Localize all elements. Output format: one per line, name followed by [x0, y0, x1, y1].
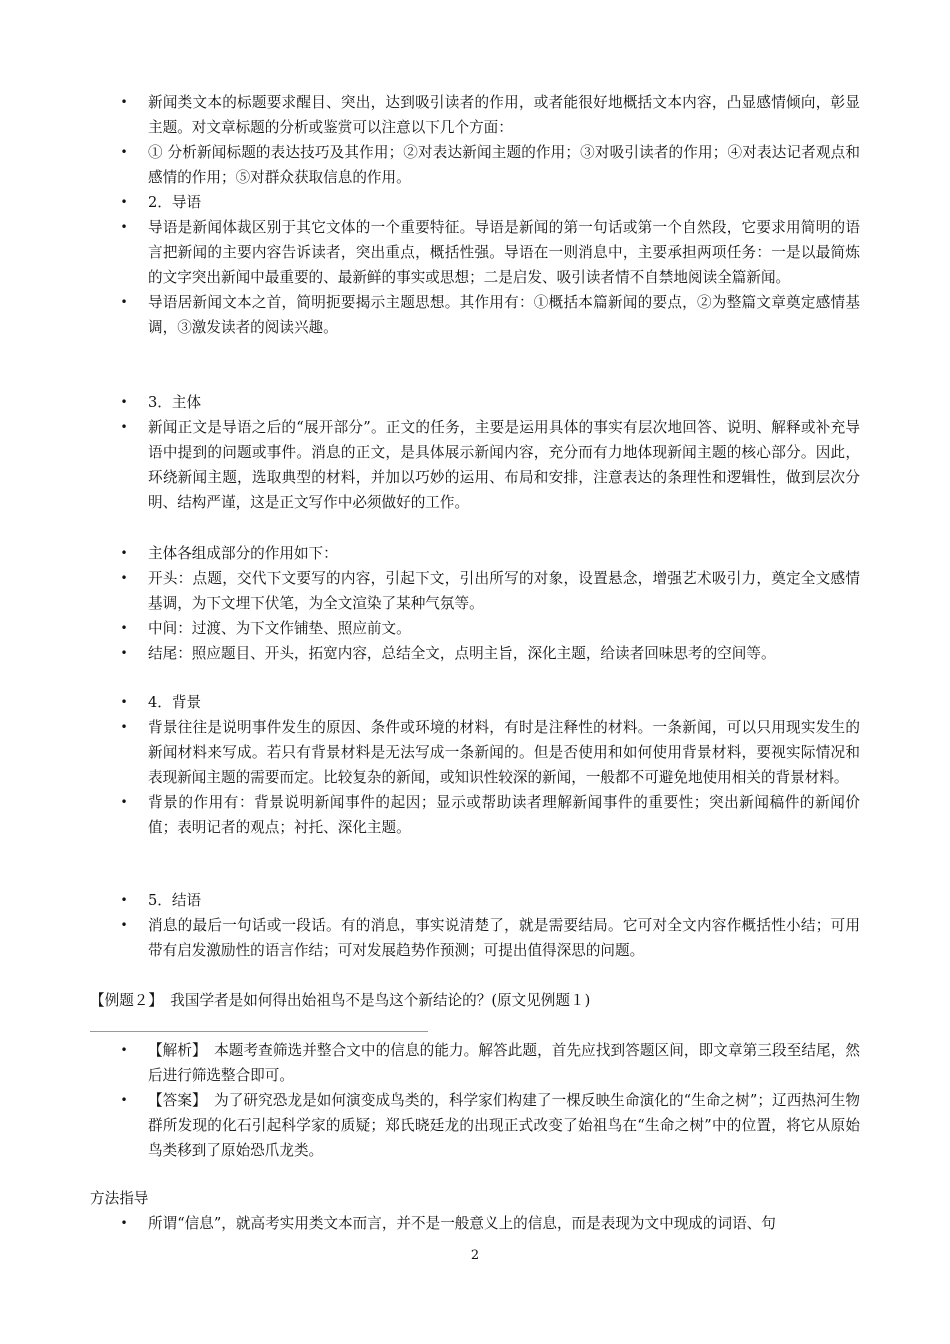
list-item: • 消息的最后一句话或一段话。有的消息，事实说清楚了，就是需要结局。它可对全文内容作概括性小结；可用带有启发激励性的语言作结；可对发展趋势作预测；可提出值得深思的问题。: [0, 913, 950, 963]
list-item: • 5．结语: [0, 888, 950, 913]
bullet-list-method: [0, 1211, 950, 1236]
list-item: • 导语居新闻文本之首，简明扼要揭示主题思想。其作用有：①概括本篇新闻的要点，②为整篇文章奠定感情基调，③激发读者的阅读兴趣。: [0, 290, 950, 340]
list-item: • 背景的作用有：背景说明新闻事件的起因；显示或帮助读者理解新闻事件的重要性；突出新闻稿件的新闻价值；表明记者的观点；衬托、深化主题。: [0, 790, 950, 840]
list-item: • 新闻类文本的标题要求醒目、突出，达到吸引读者的作用，或者能很好地概括文本内容，凸显感情倾向，彰显主题。对文章标题的分析或鉴赏可以注意以下几个方面：: [0, 90, 950, 140]
bullet-icon: •: [120, 420, 128, 434]
page-number: 2: [470, 1248, 480, 1263]
list-item: • 2．导语: [0, 190, 950, 215]
list-item: • 中间：过渡、为下文作铺垫、照应前文。: [0, 616, 950, 641]
bullet-icon: •: [120, 546, 128, 560]
bullet-icon: •: [120, 1216, 128, 1230]
bullet-icon: •: [120, 295, 128, 309]
list-item: • 结尾：照应题目、开头，拓宽内容，总结全文，点明主旨，深化主题，给读者回味思考的空间等。: [0, 641, 950, 666]
bullet-icon: •: [120, 220, 128, 234]
bullet-icon: •: [120, 695, 128, 709]
bullet-icon: •: [120, 571, 128, 585]
list-item: • 3．主体: [0, 390, 950, 415]
list-item: • 4．背景: [0, 690, 950, 715]
bullet-icon: •: [120, 646, 128, 660]
bullet-list-answer: [0, 1038, 950, 1163]
list-item: • 开头：点题，交代下文要写的内容，引起下文，引出所写的对象，设置悬念，增强艺术吸引力，奠定全文感情基调，为下文埋下伏笔，为全文渲染了某种气氛等。: [0, 566, 950, 616]
bullet-icon: •: [120, 795, 128, 809]
divider: [90, 1031, 428, 1032]
list-item: • ① 分析新闻标题的表达技巧及其作用；②对表达新闻主题的作用；③对吸引读者的作用；④对表达记者观点和感情的作用；⑤对群众获取信息的作用。: [0, 140, 950, 190]
bullet-icon: •: [120, 1043, 128, 1057]
bullet-icon: •: [120, 195, 128, 209]
bullet-icon: •: [120, 893, 128, 907]
bullet-icon: •: [120, 720, 128, 734]
list-item: • 新闻正文是导语之后的“展开部分”。正文的任务，主要是运用具体的事实有层次地回答、说明、解释或补充导语中提到的问题或事件。消息的正文，是具体展示新闻内容，充分而有力地体现新闻主题的核心部分。因此，环绕新闻主题，选取典型的材料，并加以巧妙的运用、布局和安排，注意表达的条理性和逻辑性，做到层次分明、结构严谨，这是正文写作中必须做好的工作。: [0, 415, 950, 515]
list-item: • 主体各组成部分的作用如下：: [0, 541, 950, 566]
list-item: • 【解析】 本题考查筛选并整合文中的信息的能力。解答此题，首先应找到答题区间，即文章第三段至结尾，然后进行筛选整合即可。: [0, 1038, 950, 1088]
bullet-icon: •: [120, 621, 128, 635]
bullet-list-title-lead: [0, 90, 950, 340]
bullet-icon: •: [120, 1093, 128, 1107]
method-heading: 方法指导: [90, 1190, 149, 1207]
bullet-list-body: [0, 390, 950, 515]
bullet-icon: •: [120, 145, 128, 159]
bullet-list-body-parts: [0, 541, 950, 666]
list-item: • 背景往往是说明事件发生的原因、条件或环境的材料，有时是注释性的材料。一条新闻，可以只用现实发生的新闻材料来写成。若只有背景材料是无法写成一条新闻的。但是否使用和如何使用背景材料，要视实际情况和表现新闻主题的需要而定。比较复杂的新闻，或知识性较深的新闻，一般都不可避免地使用相关的背景材料。: [0, 715, 950, 790]
list-item: • 所谓“信息”，就高考实用类文本而言，并不是一般意义上的信息，而是表现为文中现成的词语、句: [0, 1211, 950, 1236]
bullet-icon: •: [120, 918, 128, 932]
bullet-list-background: [0, 690, 950, 840]
bullet-icon: •: [120, 395, 128, 409]
bullet-list-ending: [0, 888, 950, 963]
bullet-icon: •: [120, 95, 128, 109]
list-item: • 【答案】 为了研究恐龙是如何演变成鸟类的，科学家们构建了一棵反映生命演化的“生命之树”；辽西热河生物群所发现的化石引起科学家的质疑；郑氏晓廷龙的出现正式改变了始祖鸟在“生命之树”中的位置，将它从原始鸟类移到了原始恐爪龙类。: [0, 1088, 950, 1163]
example-heading: 【例题２】 我国学者是如何得出始祖鸟不是鸟这个新结论的？(原文见例题１): [90, 992, 591, 1009]
list-item: • 导语是新闻体裁区别于其它文体的一个重要特征。导语是新闻的第一句话或第一个自然段，它要求用简明的语言把新闻的主要内容告诉读者，突出重点，概括性强。导语在一则消息中，主要承担两项任务：一是以最简炼的文字突出新闻中最重要的、最新鲜的事实或思想；二是启发、吸引读者情不自禁地阅读全篇新闻。: [0, 215, 950, 290]
